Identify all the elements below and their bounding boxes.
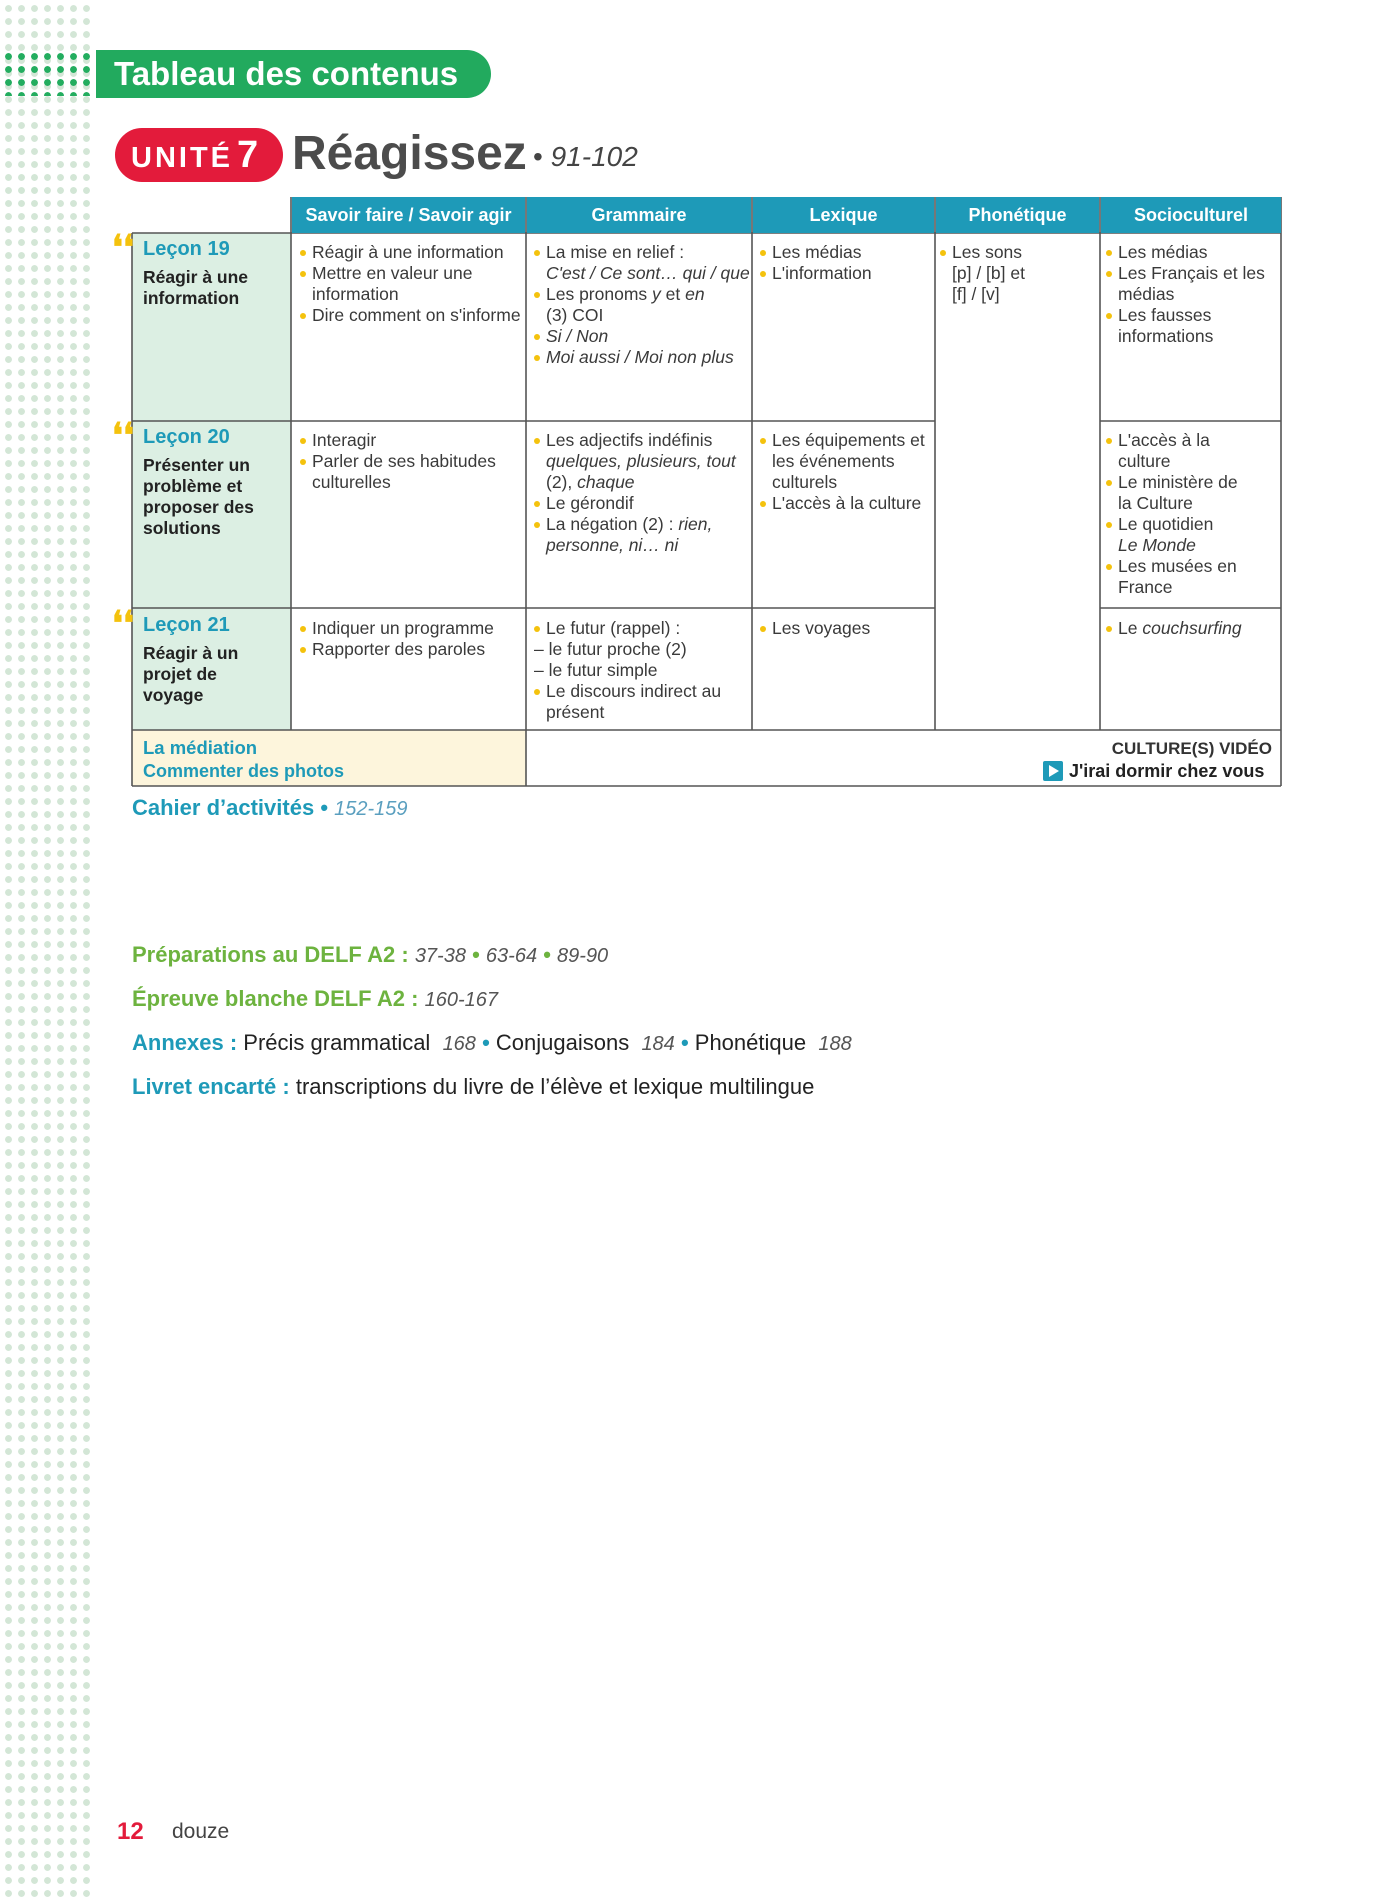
livret-encarte: Livret encarté : transcriptions du livre de l’élève et lexique multilingue — [132, 1074, 815, 1099]
cell-l21-savoir: Indiquer un programme Rapporter des paroles — [298, 618, 523, 660]
quote-icon: ❛❛ — [112, 605, 134, 643]
culture-video-title: CULTURE(S) VIDÉO — [1111, 739, 1272, 758]
unit-title: Réagissez — [292, 127, 527, 180]
play-icon — [1043, 761, 1063, 781]
cell-l20-lexique: Les équipements et les événements culturels L'accès à la culture — [758, 430, 933, 514]
unit-label: UNITÉ — [131, 142, 233, 174]
column-header-phonetique: Phonétique — [936, 197, 1099, 233]
lesson-20-label — [143, 426, 268, 539]
cell-l19-savoir: Réagir à une information Mettre en valeur une information Dire comment on s'informe — [298, 242, 523, 326]
culture-video-link[interactable] — [1043, 760, 1264, 782]
lesson-title: Leçon 21 — [143, 614, 230, 636]
cell-l19-grammaire: La mise en relief : C'est / Ce sont… qui / que Les pronoms y et en (3) COI Si / Non Moi aussi / Moi non plus — [532, 242, 750, 368]
lesson-title: Leçon 19 — [143, 238, 230, 260]
mediation-subtitle: Commenter des photos — [143, 761, 345, 781]
delf-preparations: Préparations au DELF A2 : 37-38 • 63-64 • 89-90 — [132, 942, 609, 967]
page-number: 12 — [117, 1818, 144, 1845]
page-header-title: Tableau des contenus — [96, 50, 491, 98]
cell-l21-grammaire: Le futur (rappel) : – le futur proche (2) – le futur simple Le discours indirect au présent — [532, 618, 750, 723]
cell-l20-savoir: Interagir Parler de ses habitudes culturelles — [298, 430, 523, 493]
column-header-savoir: Savoir faire / Savoir agir — [292, 197, 525, 233]
lesson-subtitle: Réagir à une information — [143, 267, 249, 308]
cell-l21-socio: Le couchsurfing — [1104, 618, 1279, 639]
quote-icon: ❛❛ — [112, 229, 134, 267]
unit-pages: • 91-102 — [533, 141, 638, 172]
lesson-title: Leçon 20 — [143, 426, 230, 448]
mediation-title: La médiation — [143, 737, 258, 758]
cell-l21-lexique: Les voyages — [758, 618, 933, 639]
quote-icon: ❛❛ — [112, 417, 134, 455]
video-title: J'irai dormir chez vous — [1069, 760, 1265, 781]
cahier-activites: Cahier d’activités • 152-159 — [132, 795, 408, 820]
cell-l19-socio: Les médias Les Français et les médias Les fausses informations — [1104, 242, 1279, 347]
column-header-lexique: Lexique — [753, 197, 934, 233]
column-header-socioculturel: Socioculturel — [1101, 197, 1281, 233]
lesson-21-label — [143, 614, 253, 706]
cell-l19-lexique: Les médias L'information — [758, 242, 933, 284]
cell-l20-socio: L'accès à la culture Le ministère de la Culture Le quotidien Le Monde Les musées en France — [1104, 430, 1244, 598]
annexes: Annexes : Précis grammatical 168 • Conjugaisons 184 • Phonétique 188 — [132, 1030, 852, 1055]
cell-l20-grammaire: Les adjectifs indéfinis quelques, plusieurs, tout (2), chaque Le gérondif La négation (2) : rien, personne, ni… ni — [532, 430, 750, 556]
lesson-19-label — [143, 238, 268, 309]
epreuve-blanche: Épreuve blanche DELF A2 : 160-167 — [132, 986, 499, 1011]
unit-number: 7 — [237, 134, 259, 176]
cell-phonetique: Les sons [p] / [b] et [f] / [v] — [938, 242, 1098, 305]
column-header-grammaire: Grammaire — [527, 197, 751, 233]
page-number-word: douze — [172, 1820, 230, 1843]
lesson-subtitle: Présenter un problème et proposer des solutions — [143, 455, 254, 538]
lesson-subtitle: Réagir à un projet de voyage — [143, 643, 239, 705]
